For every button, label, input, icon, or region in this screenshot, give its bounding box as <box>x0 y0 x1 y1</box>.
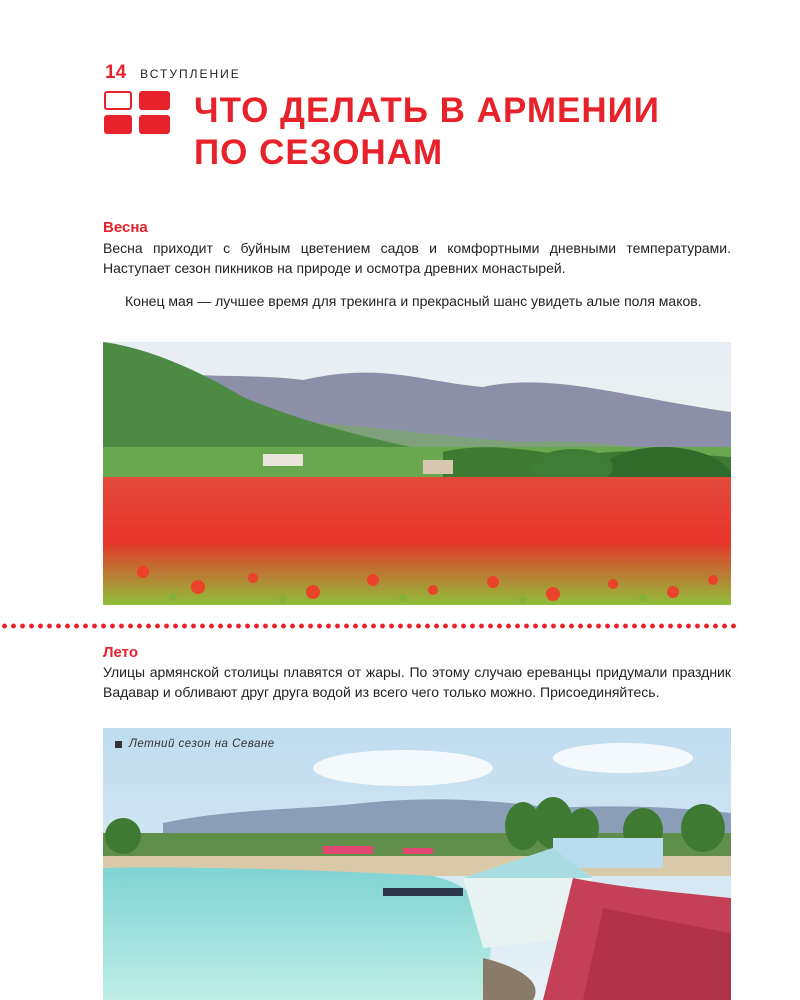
sevan-beach-photo <box>103 728 731 1000</box>
dotted-divider <box>0 622 740 630</box>
page-header <box>105 62 241 84</box>
photo-caption <box>115 738 275 750</box>
caption-bullet-icon <box>115 741 122 748</box>
spring-poppy-field-photo <box>103 342 731 605</box>
page-title <box>194 90 660 174</box>
caption-text: Летний сезон на Севане <box>129 738 275 750</box>
spring-heading: Весна <box>103 219 148 236</box>
page-number: 14 <box>105 62 127 83</box>
title-line-2: ПО СЕЗОНАМ <box>194 133 444 172</box>
spring-paragraph-1: Весна приходит с буйным цветением садов и комфортными дневными температурами. Наступает сезон пикников на природе и осмотра древних монастырей. <box>103 240 731 276</box>
summer-paragraph-1: Улицы армянской столицы плавятся от жары. По этому случаю ереванцы придумали праздник Вадавар и обливают друг друга водой из всего чего только можно. Присоединяйтесь. <box>103 664 731 700</box>
summer-heading: Лето <box>103 644 138 661</box>
grid-logo-icon <box>104 91 170 134</box>
title-line-1: ЧТО ДЕЛАТЬ В АРМЕНИИ <box>194 91 660 130</box>
section-name: ВСТУПЛЕНИЕ <box>140 67 241 81</box>
spring-paragraph-2: Конец мая — лучшее время для трекинга и прекрасный шанс увидеть алые поля маков. <box>125 293 702 309</box>
